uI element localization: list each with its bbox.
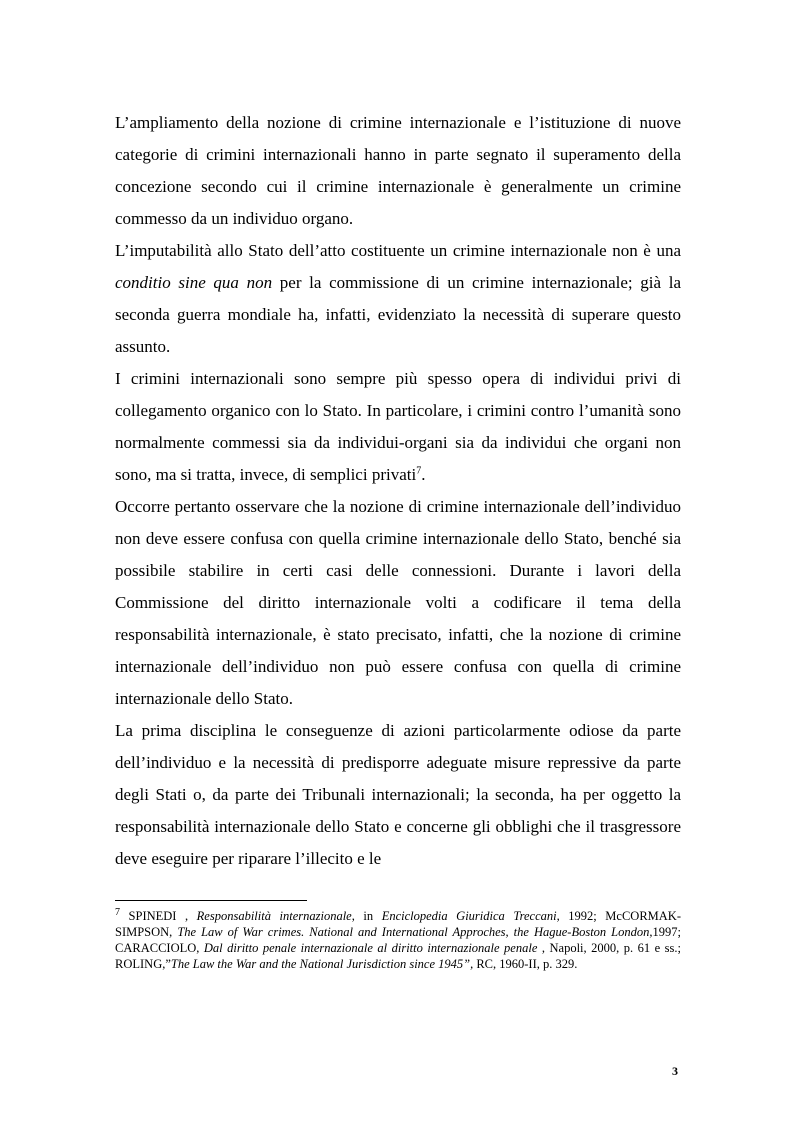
italic-text: The Law of War crimes. National and International Approches, the Hague-Boston London, (177, 925, 653, 939)
italic-text: Enciclopedia Giuridica Treccani, (381, 909, 560, 923)
footnote-marker: 7 (416, 465, 422, 477)
paragraph (115, 363, 681, 491)
body-text (115, 107, 681, 875)
italic-text: Dal diritto penale internazionale al diritto internazionale penale (203, 941, 538, 955)
text-run: . (421, 465, 426, 484)
text-run: L’ampliamento della nozione di crimine internazionale e l’istituzione di nuove categorie di crimini internazionali hanno in parte segnato il superamento della concezione secondo cui il crimine internazionale è generalmente un crimine commesso da un individuo organo. (115, 113, 681, 228)
footnote-separator (115, 900, 307, 901)
text-run: , Napoli, 2000, p. 61 e ss.; ROLING,” (115, 941, 681, 971)
paragraph (115, 715, 681, 875)
text-run: 1997; CARACCIOLO, (115, 925, 681, 955)
paragraph (115, 235, 681, 363)
italic-text: conditio sine qua non (115, 273, 273, 292)
text-run: per la commissione di un crimine internazionale; già la seconda guerra mondiale ha, infatti, evidenziato la necessità di superare questo assunto. (115, 273, 681, 356)
text-run: RC, 1960-II, p. 329. (473, 957, 578, 971)
text-run: SPINEDI , (120, 909, 197, 923)
text-run: Occorre pertanto osservare che la nozione di crimine internazionale dell’individuo non deve essere confusa con quella crimine internazionale dello Stato, benché sia possibile stabilire in certi casi delle connessioni. Durante i lavori della Commissione del diritto internazionale volti a codificare il tema della responsabilità internazionale, è stato precisato, infatti, che la nozione di crimine internazionale dell’individuo non può essere confusa con quella di crimine internazionale dello Stato. (115, 497, 681, 708)
text-run: 1992; McCORMAK-SIMPSON, (115, 909, 681, 939)
text-run: La prima disciplina le conseguenze di azioni particolarmente odiose da parte dell’individuo e la necessità di predisporre adeguate misure repressive da parte degli Stati o, da parte dei Tribunali internazionali; la seconda, ha per oggetto la responsabilità internazionale dello Stato e concerne gli obblighi che il trasgressore deve eseguire per riparare l’illecito e le (115, 721, 681, 868)
footnote-marker: 7 (115, 906, 120, 918)
page-number: 3 (672, 1064, 678, 1078)
italic-text: Responsabilità internazionale (196, 909, 352, 923)
paragraph (115, 491, 681, 715)
paragraph (115, 107, 681, 235)
footnote-text (115, 908, 681, 972)
text-run: L’imputabilità allo Stato dell’atto costituente un crimine internazionale non è una (115, 241, 681, 260)
text-run: I crimini internazionali sono sempre più spesso opera di individui privi di collegamento organico con lo Stato. In particolare, i crimini contro l’umanità sono normalmente commessi sia da individui-organi sia da individui che organi non sono, ma si tratta, invece, di semplici privati (115, 369, 681, 484)
footnote (115, 908, 681, 972)
text-run: , in (351, 909, 382, 923)
italic-text: The Law the War and the National Jurisdiction since 1945”, (170, 957, 474, 971)
